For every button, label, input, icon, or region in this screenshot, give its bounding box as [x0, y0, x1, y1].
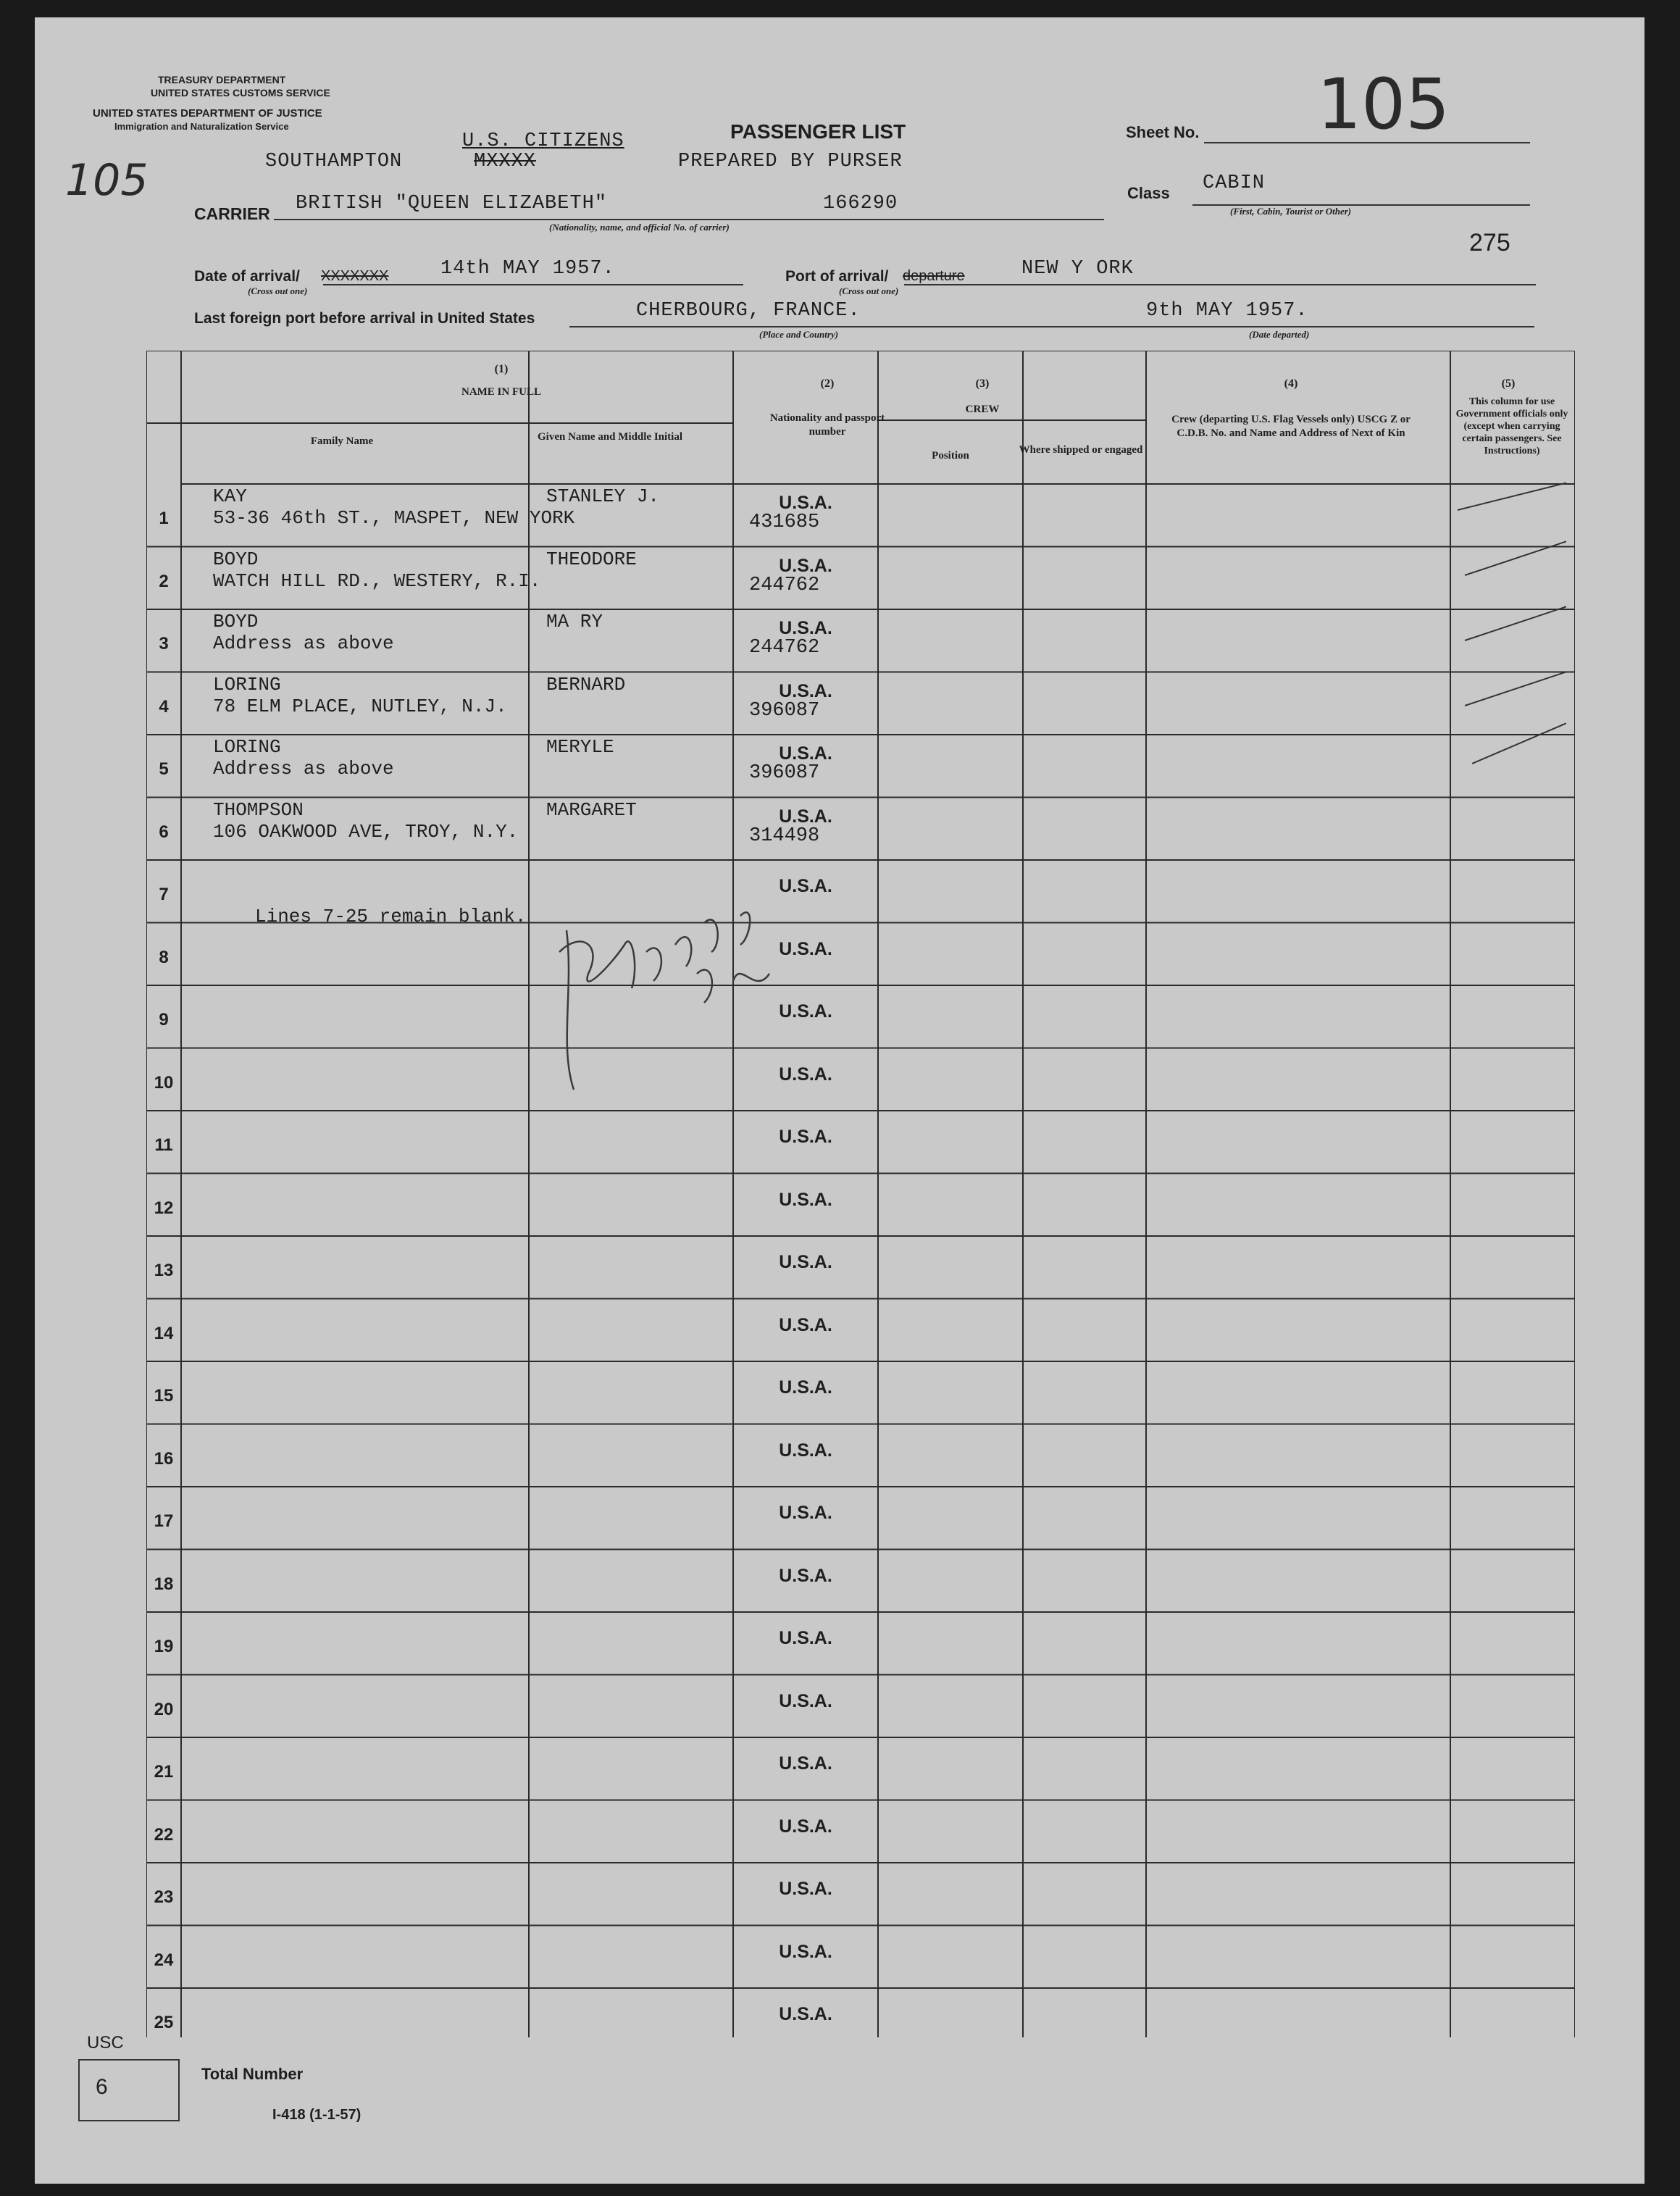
row-number: 18 [154, 1574, 174, 1594]
row-number: 4 [159, 696, 169, 717]
usc-label: USC [87, 2033, 124, 2053]
date-of-arrival-value: 14th MAY 1957. [440, 258, 615, 280]
total-number-value: 6 [96, 2075, 108, 2099]
row-number: 20 [154, 1699, 174, 1719]
crew-departing-header: Crew (departing U.S. Flag Vessels only) USCG Z or C.D.B. No. and Name and Address of Next of Kin [1171, 414, 1411, 439]
carrier-caption: (Nationality, name, and official No. of carrier) [549, 222, 730, 233]
col5-number: (5) [1501, 377, 1516, 390]
class-label: Class [1127, 184, 1170, 202]
row-number: 17 [154, 1511, 174, 1531]
row-number: 21 [154, 1762, 174, 1782]
col1-title: NAME IN FULL [461, 386, 541, 398]
given-name-header: Given Name and Middle Initial [537, 431, 683, 443]
agency-line-3: UNITED STATES DEPARTMENT OF JUSTICE [93, 107, 322, 120]
nationality: U.S.A. [779, 1690, 832, 1711]
address: 78 ELM PLACE, NUTLEY, N.J. [213, 695, 507, 717]
carrier-label: CARRIER [194, 204, 270, 223]
crossed-out-text: MXXXX [474, 151, 537, 172]
row-number: 23 [154, 1887, 174, 1907]
passport-number: 396087 [749, 762, 820, 784]
row-number: 5 [159, 759, 169, 779]
row-number: 6 [159, 822, 169, 842]
passport-number: 396087 [749, 699, 820, 722]
carrier-value: BRITISH "QUEEN ELIZABETH" [296, 193, 608, 214]
address: 53-36 46th ST., MASPET, NEW YORK [213, 507, 575, 529]
col3-number: (3) [975, 377, 990, 390]
given-name: STANLEY J. [546, 485, 660, 507]
form-title: PASSENGER LIST [730, 120, 906, 143]
row-number: 22 [154, 1824, 174, 1845]
agency-line-1: TREASURY DEPARTMENT [158, 74, 286, 85]
us-citizens-label: U.S. CITIZENS [462, 130, 624, 152]
date-cross-caption: (Cross out one) [248, 285, 308, 296]
class-value: CABIN [1203, 172, 1266, 194]
last-foreign-port-label: Last foreign port before arrival in United States [194, 310, 535, 327]
address: Address as above [213, 633, 394, 654]
family-name: LORING [213, 736, 281, 758]
carrier-number: 166290 [823, 193, 898, 214]
port-struck-word: departure [903, 268, 965, 284]
sheet-no-label: Sheet No. [1126, 123, 1200, 141]
passport-number: 244762 [749, 637, 820, 659]
nationality: U.S.A. [779, 1628, 832, 1648]
col4-number: (4) [1284, 377, 1298, 390]
row-number: 14 [154, 1323, 174, 1343]
family-name-header: Family Name [310, 435, 374, 447]
row-number: 12 [154, 1198, 174, 1218]
date-departed-caption: (Date departed) [1249, 329, 1310, 340]
address: 106 OAKWOOD AVE, TROY, N.Y. [213, 820, 519, 843]
last-foreign-port-value: CHERBOURG, FRANCE. [636, 300, 861, 322]
nationality: U.S.A. [779, 1941, 832, 1962]
row-number: 8 [159, 947, 169, 967]
row-number: 24 [154, 1950, 174, 1970]
nationality: U.S.A. [779, 1440, 832, 1461]
family-name: BOYD [213, 548, 259, 570]
form-code: I-418 (1-1-57) [272, 2107, 362, 2123]
given-name: BERNARD [546, 673, 626, 696]
port-of-arrival-label: Port of arrival/ [785, 268, 889, 285]
col2-number: (2) [820, 377, 835, 390]
address: Address as above [213, 758, 394, 780]
gov-officials-header: This column for use Government officials only (except when carrying certain passengers. See Instructions) [1455, 396, 1568, 456]
passenger-table [146, 351, 1575, 2037]
address: WATCH HILL RD., WESTERY, R.I. [213, 569, 541, 592]
blank-lines-note: Lines 7-25 remain blank. [255, 906, 527, 927]
row-number: 15 [154, 1386, 174, 1406]
given-name: MARGARET [546, 798, 637, 821]
passport-number: 431685 [749, 512, 820, 533]
port-cross-caption: (Cross out one) [839, 285, 899, 296]
nationality: U.S.A. [779, 1064, 832, 1085]
date-departed-value: 9th MAY 1957. [1146, 300, 1308, 322]
position-header: Position [932, 450, 969, 462]
nationality: U.S.A. [779, 1127, 832, 1147]
class-caption: (First, Cabin, Tourist or Other) [1230, 206, 1352, 217]
nationality: U.S.A. [779, 1565, 832, 1586]
port-of-arrival-value: NEW Y ORK [1021, 258, 1134, 280]
nationality: U.S.A. [779, 743, 832, 764]
row-number: 19 [154, 1637, 174, 1656]
nationality: U.S.A. [779, 680, 832, 701]
where-shipped-header: Where shipped or engaged [1019, 444, 1143, 456]
nationality: U.S.A. [779, 1503, 832, 1523]
sheet-number: 105 [1317, 64, 1450, 145]
agency-line-2: UNITED STATES CUSTOMS SERVICE [151, 87, 330, 99]
passport-number: 244762 [749, 574, 820, 596]
given-name: THEODORE [546, 548, 637, 570]
nationality: U.S.A. [779, 1377, 832, 1398]
form-number: 275 [1469, 229, 1510, 256]
check-marks [1450, 459, 1566, 836]
nationality: U.S.A. [779, 1189, 832, 1210]
row-number: 16 [154, 1448, 174, 1469]
date-of-arrival-label: Date of arrival/ [194, 268, 300, 285]
nationality: U.S.A. [779, 938, 832, 959]
passenger-list-sheet [35, 17, 1645, 2184]
row-number: 10 [154, 1072, 174, 1093]
col1-number: (1) [494, 363, 509, 375]
nationality: U.S.A. [779, 1879, 832, 1899]
nationality: U.S.A. [779, 493, 832, 513]
family-name: BOYD [213, 611, 259, 633]
given-name: MA RY [546, 611, 603, 633]
row-number: 7 [159, 885, 169, 904]
place-country-caption: (Place and Country) [759, 329, 839, 340]
date-struck-word: XXXXXXX [321, 268, 389, 284]
prepared-by: PREPARED BY PURSER [678, 151, 903, 172]
row-number: 11 [154, 1135, 173, 1155]
crew-header: CREW [965, 404, 1000, 415]
given-name: MERYLE [546, 736, 614, 758]
nationality: U.S.A. [779, 1753, 832, 1774]
row-number: 9 [159, 1010, 169, 1030]
agency-line-4: Immigration and Naturalization Service [114, 121, 289, 132]
nationality: U.S.A. [779, 555, 832, 576]
family-name: KAY [213, 485, 247, 507]
nationality: U.S.A. [779, 876, 832, 896]
passport-number: 314498 [749, 824, 820, 847]
row-number: 25 [154, 2013, 174, 2032]
total-number-label: Total Number [201, 2065, 304, 2083]
port-origin: SOUTHAMPTON [265, 151, 403, 172]
nationality: U.S.A. [779, 1252, 832, 1272]
row-number: 2 [159, 571, 169, 591]
family-name: THOMPSON [213, 798, 304, 821]
total-number-box [78, 2059, 180, 2121]
nationality-header: Nationality and passport number [769, 412, 885, 438]
row-number: 1 [159, 509, 169, 528]
handwritten-sheet-mark: 105 [65, 155, 149, 206]
nationality: U.S.A. [779, 1314, 832, 1335]
nationality: U.S.A. [779, 2004, 832, 2024]
nationality: U.S.A. [779, 806, 832, 827]
nationality: U.S.A. [779, 1001, 832, 1022]
family-name: LORING [213, 673, 281, 696]
row-number: 3 [159, 634, 169, 654]
nationality: U.S.A. [779, 1816, 832, 1837]
signature-scrawl [523, 901, 813, 1119]
nationality: U.S.A. [779, 618, 832, 638]
row-number: 13 [154, 1261, 174, 1280]
